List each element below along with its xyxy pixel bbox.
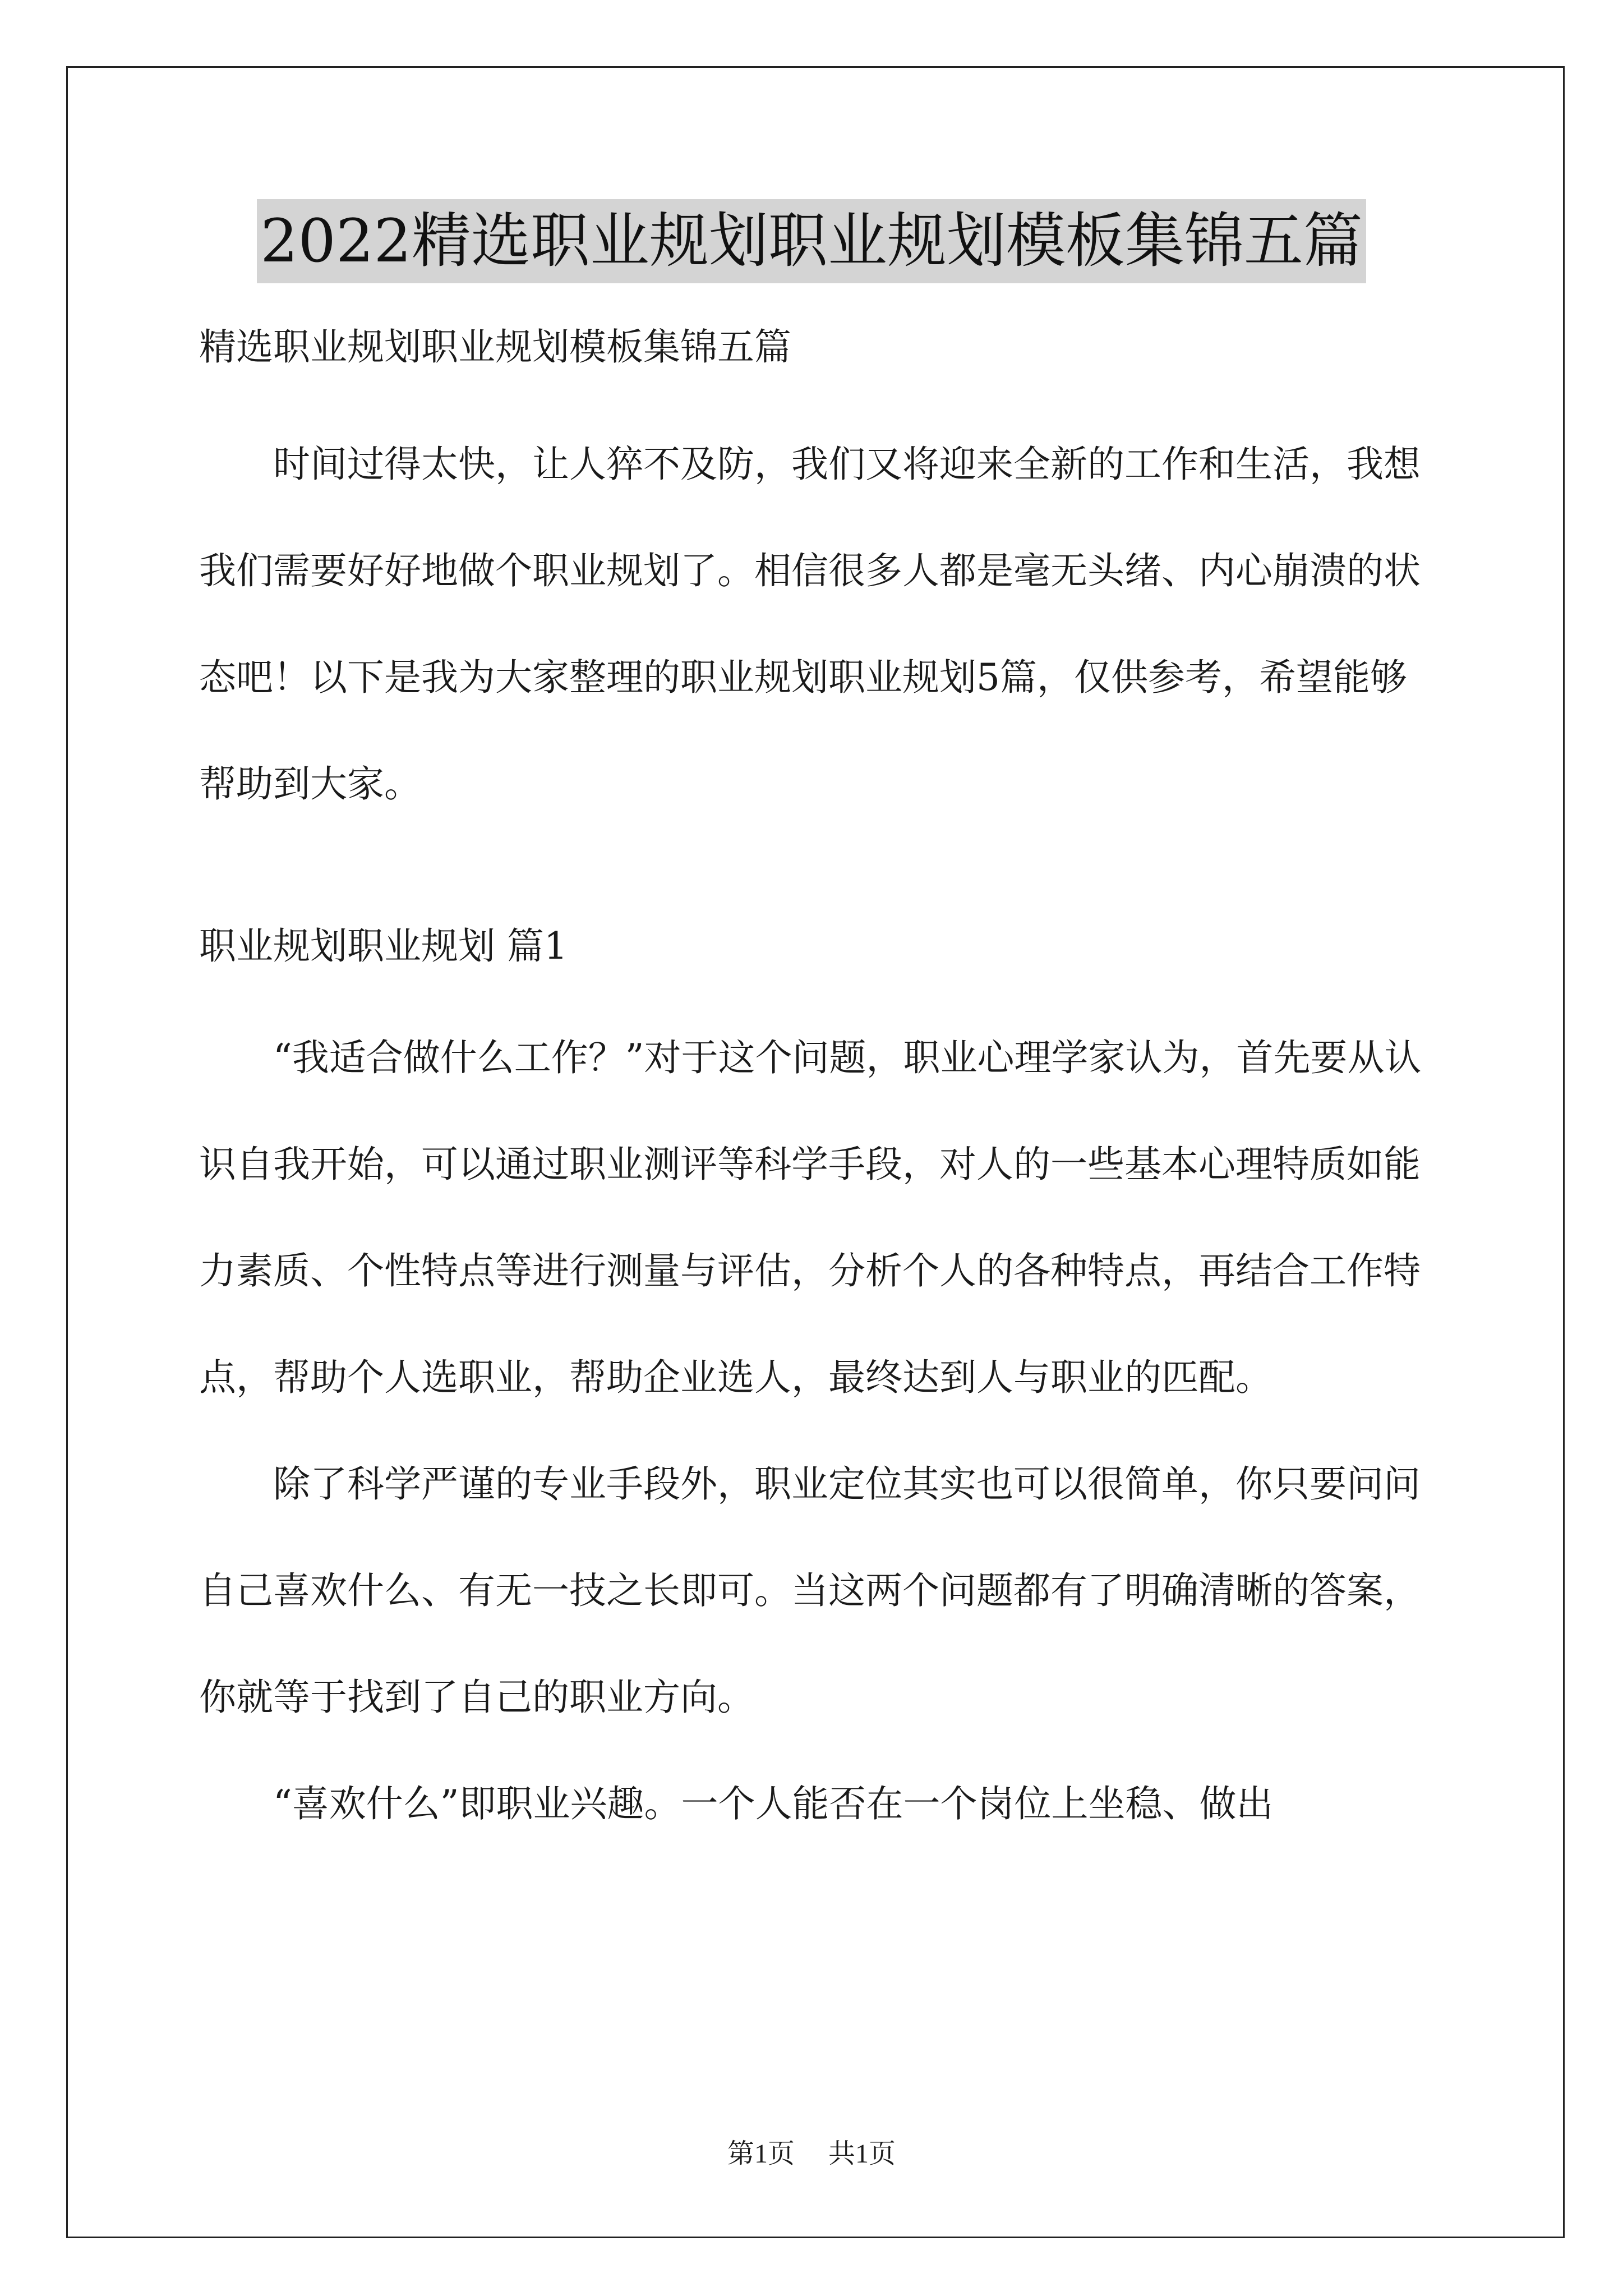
body-paragraph: 除了科学严谨的专业手段外，职业定位其实也可以很简单，你只要问问自己喜欢什么、有无一技之长即可。当这两个问题都有了明确清晰的答案，你就等于找到了自己的职业方向。: [199, 1462, 1421, 1719]
page-footer: [0, 2137, 1623, 2171]
page-number: 第1页: [727, 2139, 795, 2169]
body-paragraph: “我适合做什么工作？”对于这个问题，职业心理学家认为，首先要从认识自我开始，可以通过职业测评等科学手段，对人的一些基本心理特质如能力素质、个性特点等进行测量与评估，分析个人的各种特点，再结合工作特点，帮助个人选职业，帮助企业选人，最终达到人与职业的匹配。: [199, 1036, 1422, 1399]
document-title: 2022精选职业规划职业规划模板集锦五篇: [257, 199, 1366, 283]
intro-paragraph: 时间过得太快，让人猝不及防，我们又将迎来全新的工作和生活，我想我们需要好好地做个职业规划了。相信很多人都是毫无头绪、内心崩溃的状态吧！以下是我为大家整理的职业规划职业规划5篇，仅供参考，希望能够帮助到大家。: [199, 443, 1421, 806]
page-total: 共1页: [828, 2139, 896, 2169]
document-subtitle: 精选职业规划职业规划模板集锦五篇: [199, 325, 791, 369]
title-container: [0, 199, 1623, 283]
body-paragraph: “喜欢什么”即职业兴趣。一个人能否在一个岗位上坐稳、做出: [273, 1782, 1274, 1825]
section-heading: 职业规划职业规划 篇1: [199, 924, 568, 968]
document-body: [199, 311, 1433, 1857]
